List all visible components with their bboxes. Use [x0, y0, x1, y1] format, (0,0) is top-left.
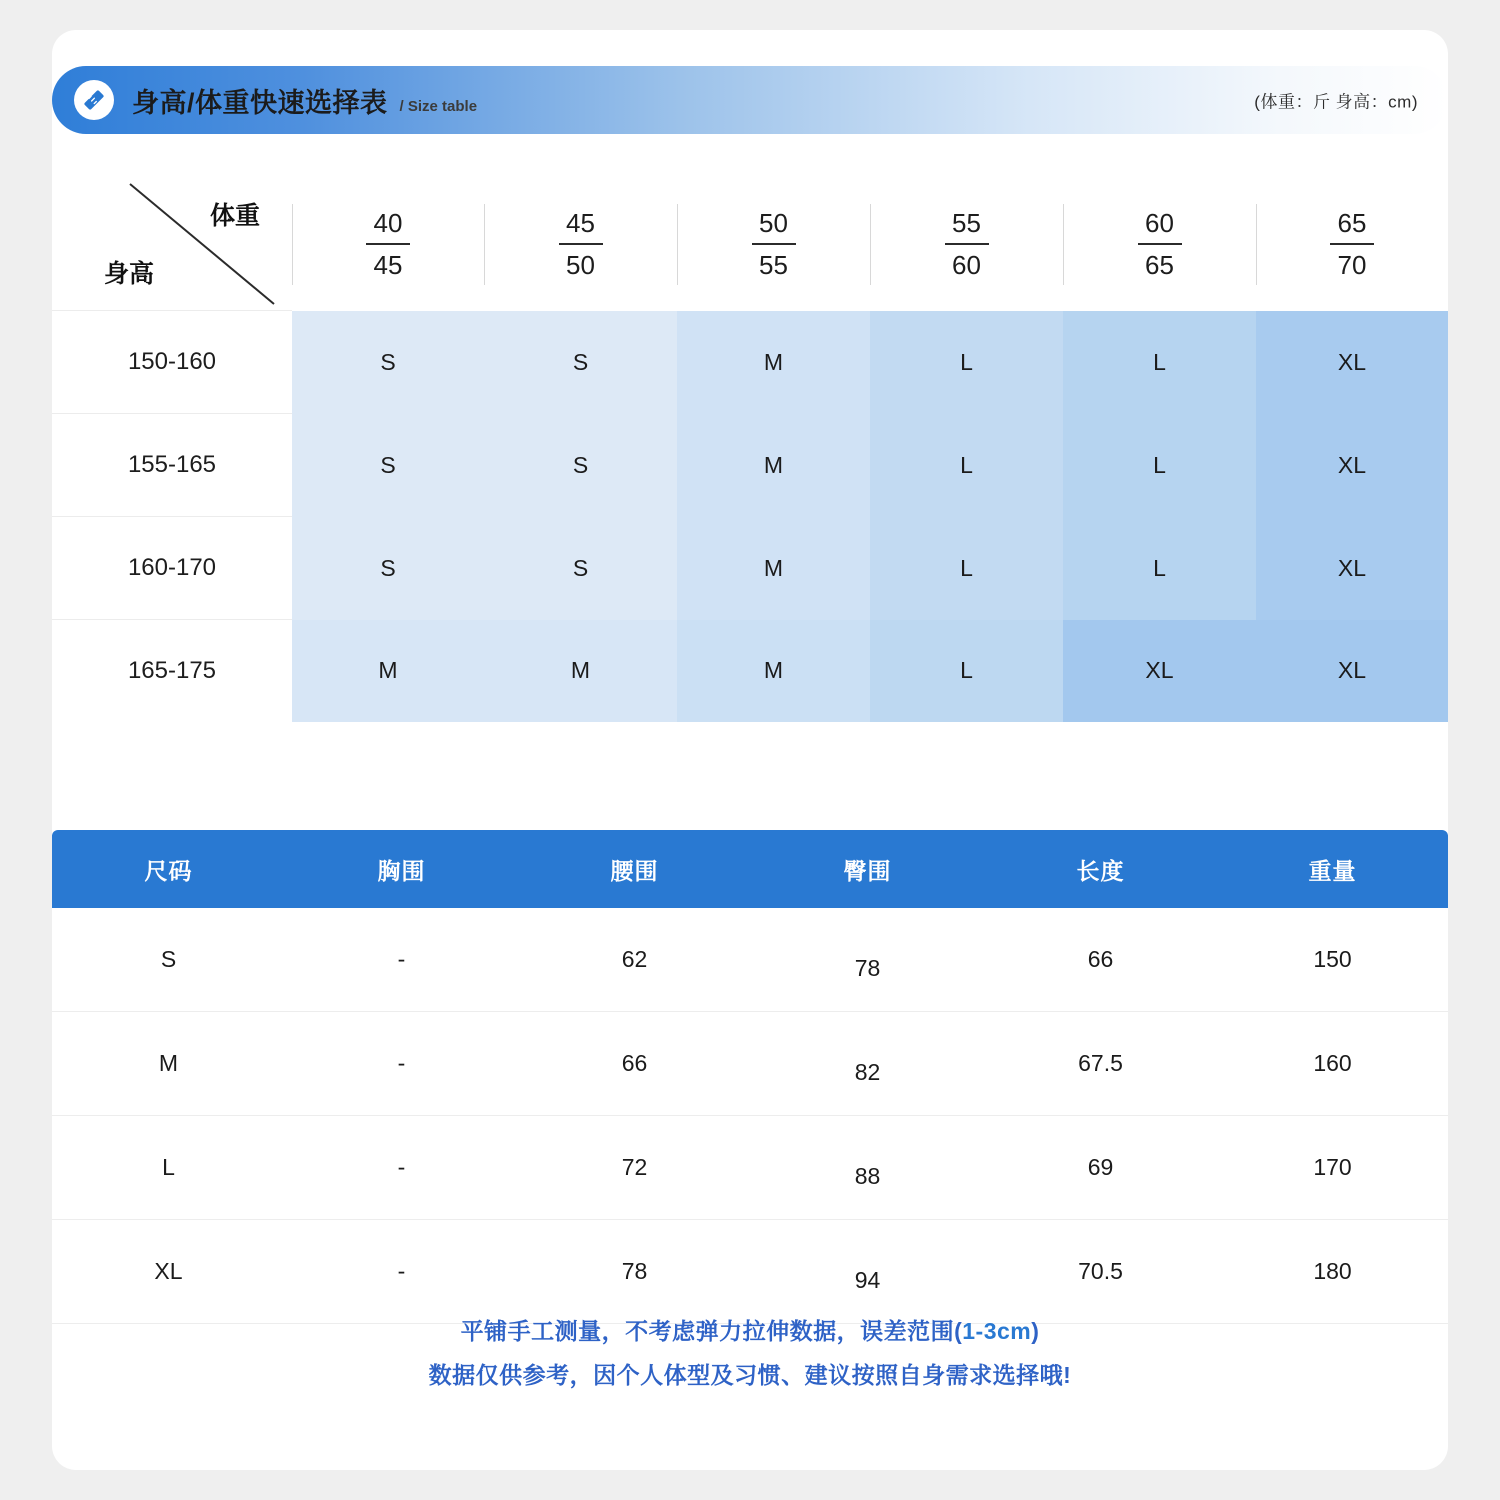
page-subtitle: / Size table — [399, 97, 478, 115]
disclaimer-note — [52, 1310, 1448, 1397]
ruler-icon — [74, 80, 114, 120]
spec-cell-size: S — [52, 908, 285, 1012]
matrix-size-cell: XL — [1256, 414, 1448, 517]
matrix-size-cell: M — [677, 620, 870, 723]
spec-cell-waist: 66 — [518, 1012, 751, 1116]
spec-cell-length: 69 — [984, 1116, 1217, 1220]
spec-cell-waist: 72 — [518, 1116, 751, 1220]
spec-cell-hip: 88 — [751, 1116, 984, 1220]
page-title: 身高/体重快速选择表 — [132, 87, 388, 118]
table-row — [52, 517, 1448, 620]
table-row — [52, 1012, 1448, 1116]
matrix-size-cell: XL — [1256, 620, 1448, 723]
matrix-size-cell: S — [292, 414, 484, 517]
table-row — [52, 311, 1448, 414]
matrix-size-cell: S — [484, 311, 677, 414]
matrix-size-cell: S — [292, 311, 484, 414]
matrix-size-cell: L — [1063, 517, 1256, 620]
matrix-size-cell: L — [1063, 414, 1256, 517]
matrix-weight-header — [870, 178, 1063, 311]
spec-cell-bust: - — [285, 1012, 518, 1116]
spec-cell-bust: - — [285, 1220, 518, 1324]
measurement-table — [52, 830, 1448, 1324]
disclaimer-line-2: 数据仅供参考，因个人体型及习惯、建议按照自身需求选择哦! — [428, 1361, 1072, 1388]
matrix-corner-cell — [52, 178, 292, 311]
spec-cell-length: 66 — [984, 908, 1217, 1012]
weight-range: $\frac{55}{60}$ — [945, 208, 989, 281]
weight-range: $\frac{60}{65}$ — [1138, 208, 1182, 281]
matrix-size-cell: L — [870, 414, 1063, 517]
matrix-weight-header — [292, 178, 484, 311]
matrix-weight-header — [677, 178, 870, 311]
matrix-size-cell: L — [870, 620, 1063, 723]
spec — [52, 830, 1448, 1324]
spec-cell-waist: 62 — [518, 908, 751, 1012]
matrix-height-label: 155-165 — [52, 414, 292, 517]
size-matrix-table — [52, 178, 1448, 722]
content-card — [52, 30, 1448, 1470]
spec-cell-length: 67.5 — [984, 1012, 1217, 1116]
matrix-height-label: 150-160 — [52, 311, 292, 414]
corner-weight-label: 体重 — [209, 202, 260, 230]
weight-range: $\frac{45}{50}$ — [559, 208, 603, 281]
matrix-size-cell: M — [677, 311, 870, 414]
matrix-size-cell: XL — [1256, 517, 1448, 620]
matrix-size-cell: XL — [1063, 620, 1256, 723]
header-separator — [484, 204, 485, 285]
matrix-size-cell: M — [484, 620, 677, 723]
spec-column-header: 尺码 — [52, 830, 285, 908]
table-row — [52, 1116, 1448, 1220]
matrix-size-cell: L — [870, 517, 1063, 620]
header-separator — [1256, 204, 1257, 285]
table-row — [52, 908, 1448, 1012]
matrix-header-row — [52, 178, 1448, 311]
spec-cell-weight: 170 — [1217, 1116, 1448, 1220]
weight-range: $\frac{65}{70}$ — [1330, 208, 1374, 281]
matrix-size-cell: M — [677, 414, 870, 517]
spec-column-header: 胸围 — [285, 830, 518, 908]
weight-range: $\frac{40}{45}$ — [366, 208, 410, 281]
spec-column-header: 腰围 — [518, 830, 751, 908]
corner-height-label: 身高 — [104, 260, 155, 288]
matrix-size-cell: L — [870, 311, 1063, 414]
spec-cell-weight: 180 — [1217, 1220, 1448, 1324]
disclaimer-line-1-a: 平铺手工测量，不考虑弹力拉伸数据，误差范围( — [460, 1318, 963, 1344]
spec-cell-hip: 94 — [751, 1220, 984, 1324]
spec-cell-hip: 78 — [751, 908, 984, 1012]
spec-header-row — [52, 830, 1448, 908]
table-row — [52, 1220, 1448, 1324]
unit-note: (体重：斤 身高：cm) — [1254, 92, 1418, 112]
spec-cell-bust: - — [285, 1116, 518, 1220]
spec-cell-hip: 82 — [751, 1012, 984, 1116]
tolerance-value: 1-3cm — [962, 1318, 1032, 1344]
spec-cell-waist: 78 — [518, 1220, 751, 1324]
spec-cell-size: XL — [52, 1220, 285, 1324]
header-banner — [52, 66, 1448, 134]
disclaimer-line-1 — [52, 1310, 1448, 1354]
matrix-height-label: 165-175 — [52, 620, 292, 723]
matrix-weight-header — [1063, 178, 1256, 311]
spec-column-header: 重量 — [1217, 830, 1448, 908]
matrix — [52, 178, 1448, 722]
spec-cell-size: M — [52, 1012, 285, 1116]
spec-cell-size: L — [52, 1116, 285, 1220]
header-separator — [870, 204, 871, 285]
matrix-size-cell: S — [484, 414, 677, 517]
spec-column-header: 长度 — [984, 830, 1217, 908]
header-separator — [677, 204, 678, 285]
matrix-size-cell: M — [677, 517, 870, 620]
spec-cell-bust: - — [285, 908, 518, 1012]
matrix-size-cell: XL — [1256, 311, 1448, 414]
spec-cell-length: 70.5 — [984, 1220, 1217, 1324]
matrix-weight-header — [484, 178, 677, 311]
header-separator — [292, 204, 293, 285]
header-separator — [1063, 204, 1064, 285]
table-row — [52, 620, 1448, 723]
table-row — [52, 414, 1448, 517]
matrix-size-cell: M — [292, 620, 484, 723]
spec-cell-weight: 150 — [1217, 908, 1448, 1012]
disclaimer-line-1-b: ) — [1031, 1318, 1040, 1344]
matrix-size-cell: S — [484, 517, 677, 620]
matrix-height-label: 160-170 — [52, 517, 292, 620]
weight-range: $\frac{50}{55}$ — [752, 208, 796, 281]
matrix-weight-header — [1256, 178, 1448, 311]
matrix-size-cell: S — [292, 517, 484, 620]
matrix-size-cell: L — [1063, 311, 1256, 414]
corner-inner — [52, 178, 292, 310]
spec-cell-weight: 160 — [1217, 1012, 1448, 1116]
spec-column-header: 臀围 — [751, 830, 984, 908]
